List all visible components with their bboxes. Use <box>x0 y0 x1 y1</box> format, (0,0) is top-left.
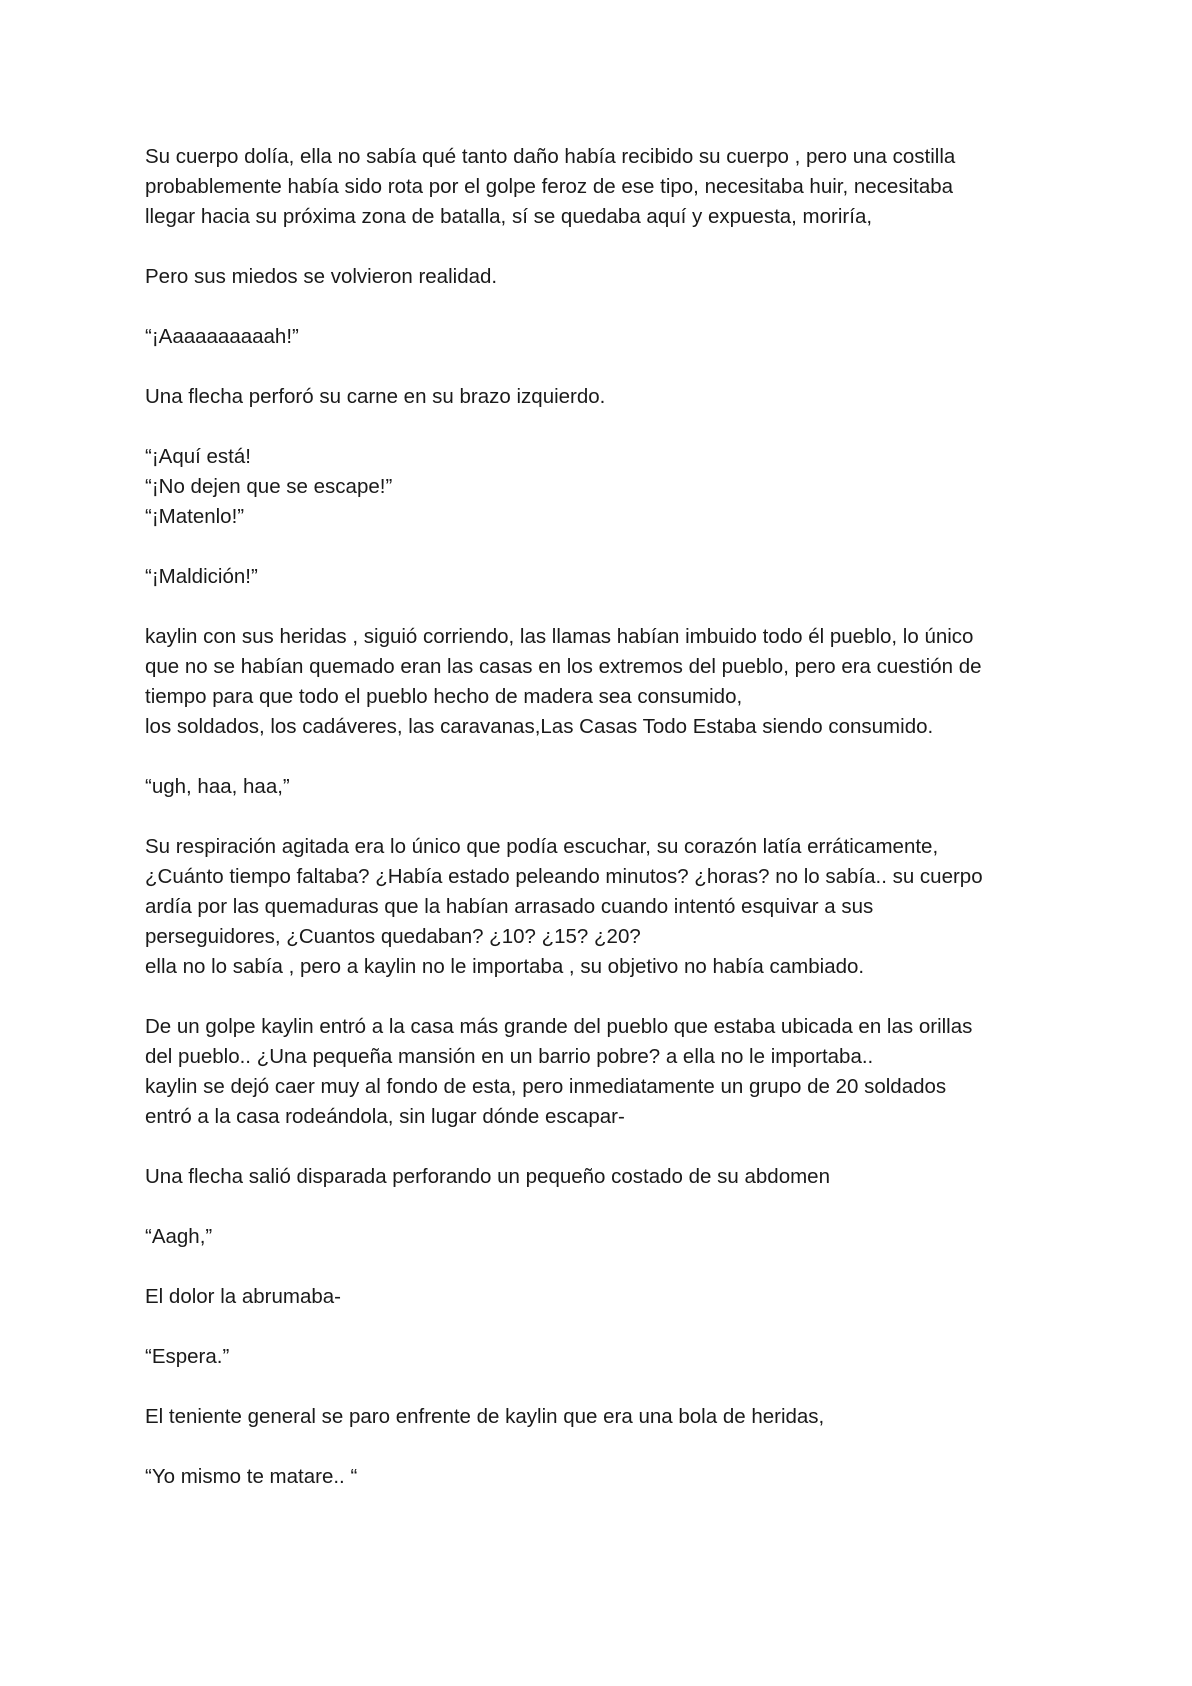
dialogue-line: “Aagh,” <box>145 1225 213 1248</box>
paragraph-5 <box>145 442 1075 532</box>
paragraph-16 <box>145 1462 1075 1492</box>
dialogue-line: “¡Aquí está! <box>145 445 251 468</box>
text-line: Una flecha salió disparada perforando un pequeño costado de su abdomen <box>145 1165 830 1188</box>
paragraph-14 <box>145 1342 1075 1372</box>
dialogue-line: “Espera.” <box>145 1345 230 1368</box>
text-line: El dolor la abrumaba- <box>145 1285 341 1308</box>
text-line: kaylin con sus heridas , siguió corriendo, las llamas habían imbuido todo él pueblo, lo único <box>145 625 974 648</box>
paragraph-10 <box>145 1012 1075 1132</box>
paragraph-6 <box>145 562 1075 592</box>
dialogue-line: “Yo mismo te matare.. “ <box>145 1465 358 1488</box>
paragraph-9 <box>145 832 1075 982</box>
text-line: Su respiración agitada era lo único que podía escuchar, su corazón latía erráticamente, <box>145 835 939 858</box>
text-line: entró a la casa rodeándola, sin lugar dónde escapar- <box>145 1105 625 1128</box>
text-line: llegar hacia su próxima zona de batalla, sí se quedaba aquí y expuesta, moriría, <box>145 205 873 228</box>
paragraph-1 <box>145 142 1075 232</box>
paragraph-4 <box>145 382 1075 412</box>
paragraph-2 <box>145 262 1075 292</box>
document-body <box>145 142 1075 1522</box>
text-line: ella no lo sabía , pero a kaylin no le importaba , su objetivo no había cambiado. <box>145 955 865 978</box>
paragraph-3 <box>145 322 1075 352</box>
text-line: Una flecha perforó su carne en su brazo izquierdo. <box>145 385 606 408</box>
text-line: del pueblo.. ¿Una pequeña mansión en un barrio pobre? a ella no le importaba.. <box>145 1045 874 1068</box>
text-line: Pero sus miedos se volvieron realidad. <box>145 265 498 288</box>
text-line: El teniente general se paro enfrente de kaylin que era una bola de heridas, <box>145 1405 825 1428</box>
text-line: De un golpe kaylin entró a la casa más grande del pueblo que estaba ubicada en las orillas <box>145 1015 973 1038</box>
paragraph-13 <box>145 1282 1075 1312</box>
dialogue-line: “¡No dejen que se escape!” <box>145 475 393 498</box>
text-line: ¿Cuánto tiempo faltaba? ¿Había estado peleando minutos? ¿horas? no lo sabía.. su cuerpo <box>145 865 983 888</box>
paragraph-15 <box>145 1402 1075 1432</box>
text-line: tiempo para que todo el pueblo hecho de madera sea consumido, <box>145 685 743 708</box>
text-line: que no se habían quemado eran las casas en los extremos del pueblo, pero era cuestión de <box>145 655 982 678</box>
text-line: probablemente había sido rota por el golpe feroz de ese tipo, necesitaba huir, necesitaba <box>145 175 954 198</box>
paragraph-12 <box>145 1222 1075 1252</box>
text-line: perseguidores, ¿Cuantos quedaban? ¿10? ¿15? ¿20? <box>145 925 641 948</box>
text-line: los soldados, los cadáveres, las caravanas,Las Casas Todo Estaba siendo consumido. <box>145 715 934 738</box>
text-line: ardía por las quemaduras que la habían arrasado cuando intentó esquivar a sus <box>145 895 874 918</box>
paragraph-11 <box>145 1162 1075 1192</box>
paragraph-7 <box>145 622 1075 742</box>
dialogue-line: “¡Aaaaaaaaaah!” <box>145 325 299 348</box>
paragraph-8 <box>145 772 1075 802</box>
dialogue-line: “¡Matenlo!” <box>145 505 245 528</box>
text-line: Su cuerpo dolía, ella no sabía qué tanto daño había recibido su cuerpo , pero una costilla <box>145 145 956 168</box>
dialogue-line: “ugh, haa, haa,” <box>145 775 290 798</box>
text-line: kaylin se dejó caer muy al fondo de esta, pero inmediatamente un grupo de 20 soldados <box>145 1075 947 1098</box>
dialogue-line: “¡Maldición!” <box>145 565 258 588</box>
